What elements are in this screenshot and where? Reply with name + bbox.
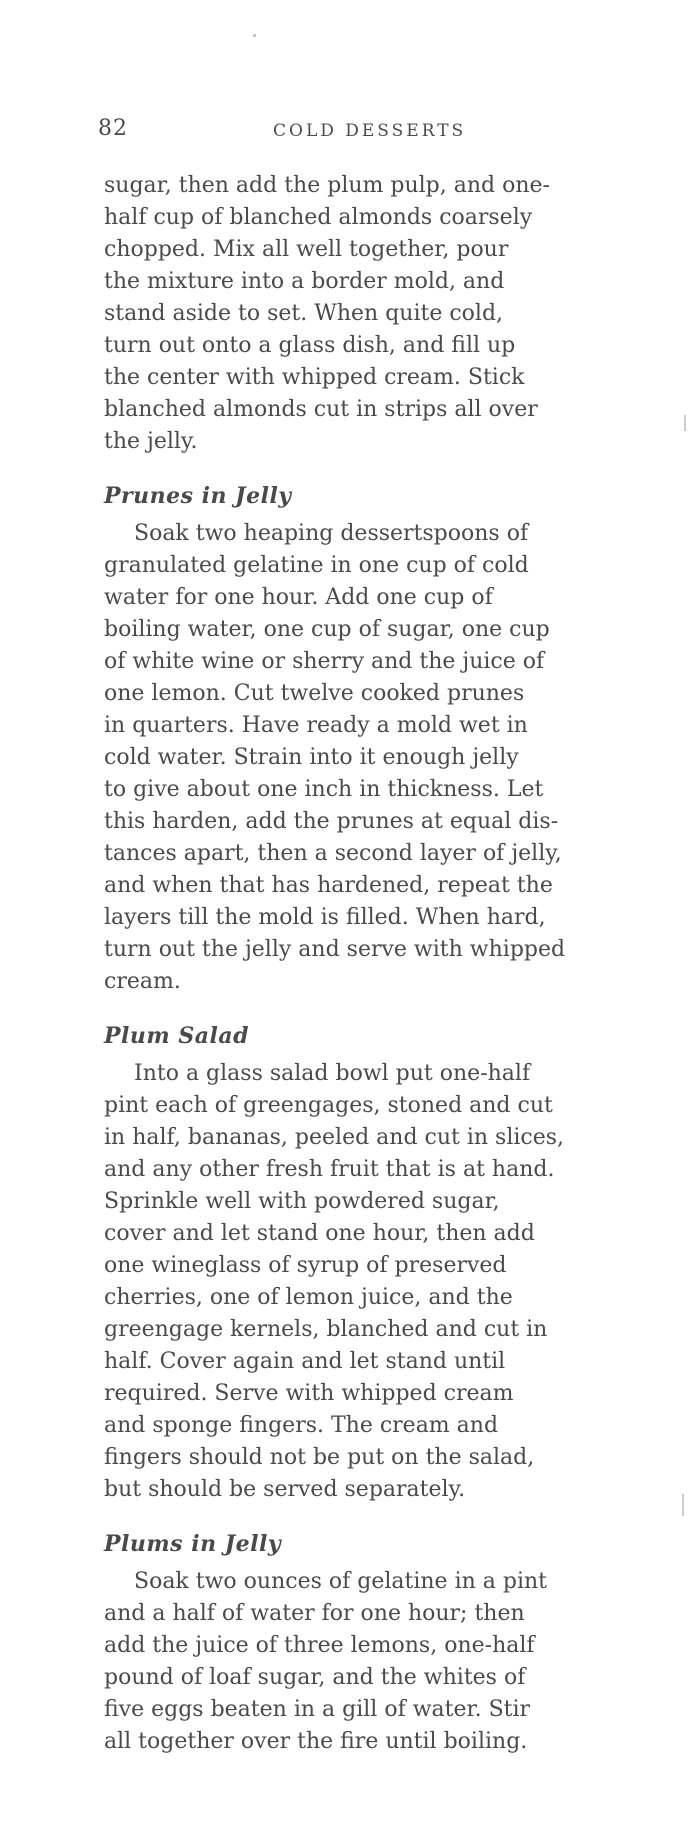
page-number: 82: [98, 116, 128, 141]
text-line: sugar, then add the plum pulp, and one-: [104, 173, 550, 198]
continuation-paragraph: [104, 170, 614, 458]
text-line: the mixture into a border mold, and: [104, 269, 505, 294]
text-line: the jelly.: [104, 429, 198, 454]
text-line: cherries, one of lemon juice, and the: [104, 1285, 513, 1310]
text-line: boiling water, one cup of sugar, one cup: [104, 617, 550, 642]
recipe-title-plum-salad: Plum Salad: [104, 1023, 249, 1049]
text-line: and a half of water for one hour; then: [104, 1601, 525, 1626]
text-line: half cup of blanched almonds coarsely: [104, 205, 533, 230]
text-line: Soak two ounces of gelatine in a pint: [134, 1569, 548, 1594]
text-line: in quarters. Have ready a mold wet in: [104, 713, 528, 738]
text-line: add the juice of three lemons, one-half: [104, 1633, 535, 1658]
page-header: [98, 108, 618, 148]
text-line: Into a glass salad bowl put one-half: [134, 1061, 531, 1086]
recipe-title-plums-in-jelly: Plums in Jelly: [104, 1531, 282, 1557]
scan-margin-mark: [682, 1494, 684, 1516]
text-line: greengage kernels, blanched and cut in: [104, 1317, 548, 1342]
text-line: one wineglass of syrup of preserved: [104, 1253, 507, 1278]
running-head: COLD DESSERTS: [273, 121, 467, 141]
scan-margin-mark: [684, 415, 686, 431]
text-line: Sprinkle well with powdered sugar,: [104, 1189, 500, 1214]
page-content: [104, 170, 614, 1758]
text-line: cover and let stand one hour, then add: [104, 1221, 535, 1246]
text-line: turn out the jelly and serve with whipped: [104, 937, 566, 962]
text-line: chopped. Mix all well together, pour: [104, 237, 509, 262]
recipe-body-plum-salad: [104, 1058, 614, 1506]
text-line: cold water. Strain into it enough jelly: [104, 745, 519, 770]
text-line: stand aside to set. When quite cold,: [104, 301, 504, 326]
text-line: water for one hour. Add one cup of: [104, 585, 493, 610]
text-line: required. Serve with whipped cream: [104, 1381, 514, 1406]
text-line: tances apart, then a second layer of jelly,: [104, 841, 562, 866]
text-line: pint each of greengages, stoned and cut: [104, 1093, 553, 1118]
text-line: the center with whipped cream. Stick: [104, 365, 525, 390]
text-line: five eggs beaten in a gill of water. Stir: [104, 1697, 531, 1722]
text-line: of white wine or sherry and the juice of: [104, 649, 545, 674]
text-line: cream.: [104, 969, 181, 994]
recipe-body-plums-in-jelly: [104, 1566, 614, 1758]
text-line: layers till the mold is filled. When hard,: [104, 905, 546, 930]
text-line: granulated gelatine in one cup of cold: [104, 553, 529, 578]
scan-speck: [253, 34, 256, 37]
text-line: and sponge fingers. The cream and: [104, 1413, 499, 1438]
text-line: all together over the fire until boiling.: [104, 1729, 528, 1754]
text-line: and when that has hardened, repeat the: [104, 873, 553, 898]
text-line: half. Cover again and let stand until: [104, 1349, 506, 1374]
text-line: and any other fresh fruit that is at hand.: [104, 1157, 555, 1182]
text-line: blanched almonds cut in strips all over: [104, 397, 538, 422]
text-line: in half, bananas, peeled and cut in slices,: [104, 1125, 565, 1150]
recipe-title-prunes-in-jelly: Prunes in Jelly: [104, 483, 292, 509]
text-line: one lemon. Cut twelve cooked prunes: [104, 681, 525, 706]
recipe-body-prunes-in-jelly: [104, 518, 614, 998]
text-line: this harden, add the prunes at equal dis-: [104, 809, 559, 834]
text-line: turn out onto a glass dish, and fill up: [104, 333, 516, 358]
text-line: to give about one inch in thickness. Let: [104, 777, 544, 802]
text-line: Soak two heaping dessertspoons of: [134, 521, 529, 546]
text-line: pound of loaf sugar, and the whites of: [104, 1665, 526, 1690]
text-line: fingers should not be put on the salad,: [104, 1445, 535, 1470]
text-line: but should be served separately.: [104, 1477, 466, 1502]
